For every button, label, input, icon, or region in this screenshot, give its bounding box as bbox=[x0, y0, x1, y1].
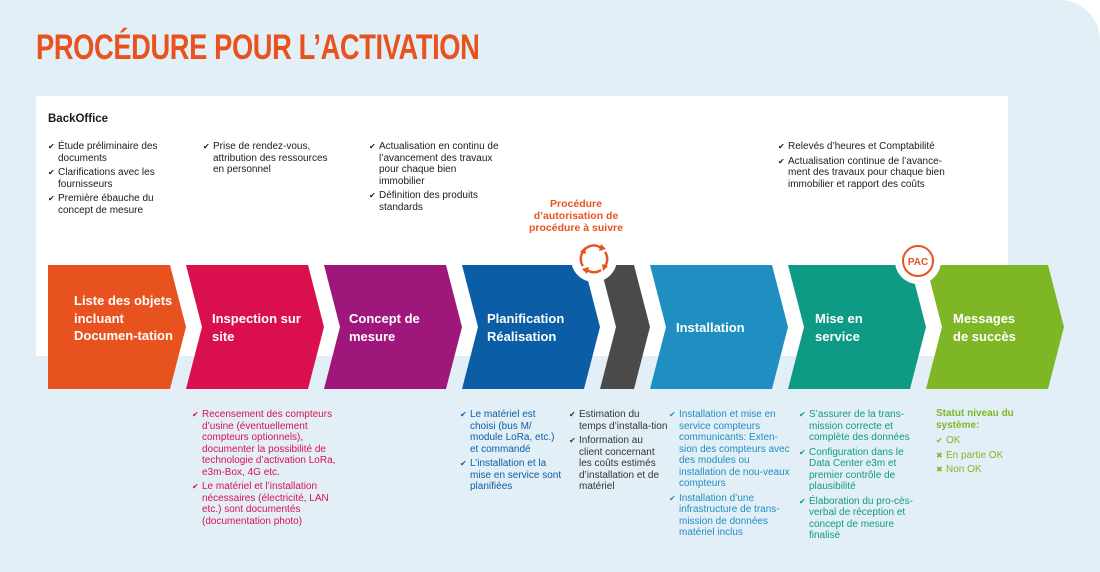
list-item: ✔ Configuration dans le Data Center e3m et premier contrôle de plausibilité bbox=[799, 447, 924, 493]
list-item: ✔ Le matériel est choisi (bus M/ module LoRa, etc.) et commandé bbox=[460, 409, 563, 455]
status-not-ok: ✖ Non OK bbox=[936, 464, 1036, 476]
page-title: PROCÉDURE POUR L’ACTIVATION bbox=[36, 28, 480, 67]
step-arrow-5 bbox=[600, 265, 650, 389]
list-item: ✔ Le matériel et l’installation nécessaires (électricité, LAN etc.) sont documentés (documentation photo) bbox=[192, 481, 342, 527]
list-item: ✔ L’installation et la mise en service sont planifiées bbox=[460, 458, 563, 493]
status-ok: ✔ OK bbox=[936, 435, 1036, 447]
status-list bbox=[936, 435, 1036, 479]
installation-details bbox=[669, 409, 791, 542]
mise-en-service-details bbox=[799, 409, 924, 545]
list-item: ✔ Étude préliminaire des documents bbox=[48, 141, 173, 164]
list-item: ✔ Information au client concernant les coûts estimés d’installation et de matériel bbox=[569, 435, 669, 493]
step-label-3: Concept de mesure bbox=[349, 311, 420, 344]
list-item: ✔ Actualisation continue de l’avance-ment des travaux pour chaque bien immobilier et rapport des coûts bbox=[778, 156, 953, 191]
pac-badge bbox=[895, 238, 941, 284]
list-item: ✔ Définition des produits standards bbox=[369, 190, 504, 213]
list-item: ✔ Relevés d’heures et Comptabilité bbox=[778, 141, 953, 153]
pac-label: PAC bbox=[907, 257, 929, 268]
list-item: ✔ Recensement des compteurs d’usine (éventuellement compteurs optionnels), documenter la possibilité de technologie d’activation LoRa, e3m-Box, 4G etc. bbox=[192, 409, 342, 478]
list-item: ✔ Prise de rendez-vous, attribution des ressources en personnel bbox=[203, 141, 333, 176]
list-item: ✔ Installation d’une infrastructure de trans-mission de données matériel inclus bbox=[669, 493, 791, 539]
list-item: ✔ Première ébauche du concept de mesure bbox=[48, 193, 173, 216]
status-title: Statut niveau du système: bbox=[936, 408, 1014, 431]
list-item: ✔ Estimation du temps d’installa-tion bbox=[569, 409, 669, 432]
step-label-8: Messages de succès bbox=[953, 311, 1016, 344]
status-partial: ✖ En partie OK bbox=[936, 450, 1036, 462]
list-item: ✔ S’assurer de la trans-mission correcte et complète des données bbox=[799, 409, 924, 444]
step-label-7: Mise en service bbox=[815, 311, 863, 344]
list-item: ✔ Clarifications avec les fournisseurs bbox=[48, 167, 173, 190]
list-item: ✔ Élaboration du pro-cès-verbal de réception et concept de mesure finalisé bbox=[799, 496, 924, 542]
list-item: ✔ Installation et mise en service compteurs communicants: Exten-sion des compteurs avec des modules ou installation de nou-veaux compteurs bbox=[669, 409, 791, 490]
inspection-details bbox=[192, 409, 342, 530]
step-label-2: Inspection sur site bbox=[212, 311, 301, 344]
step-label-6: Installation bbox=[676, 320, 745, 335]
step-label-4: Planification Réalisation bbox=[487, 311, 565, 344]
planification-details bbox=[460, 409, 563, 496]
step-label-1: Liste des objets incluant Documen-tation bbox=[74, 293, 173, 343]
cycle-icon bbox=[571, 236, 617, 282]
authorization-note: Procédure d’autorisation de procédure à suivre bbox=[529, 198, 623, 234]
backoffice-label: BackOffice bbox=[48, 113, 109, 125]
estimation-details bbox=[569, 409, 669, 496]
list-item: ✔ Actualisation en continu de l’avancement des travaux pour chaque bien immobilier bbox=[369, 141, 504, 187]
